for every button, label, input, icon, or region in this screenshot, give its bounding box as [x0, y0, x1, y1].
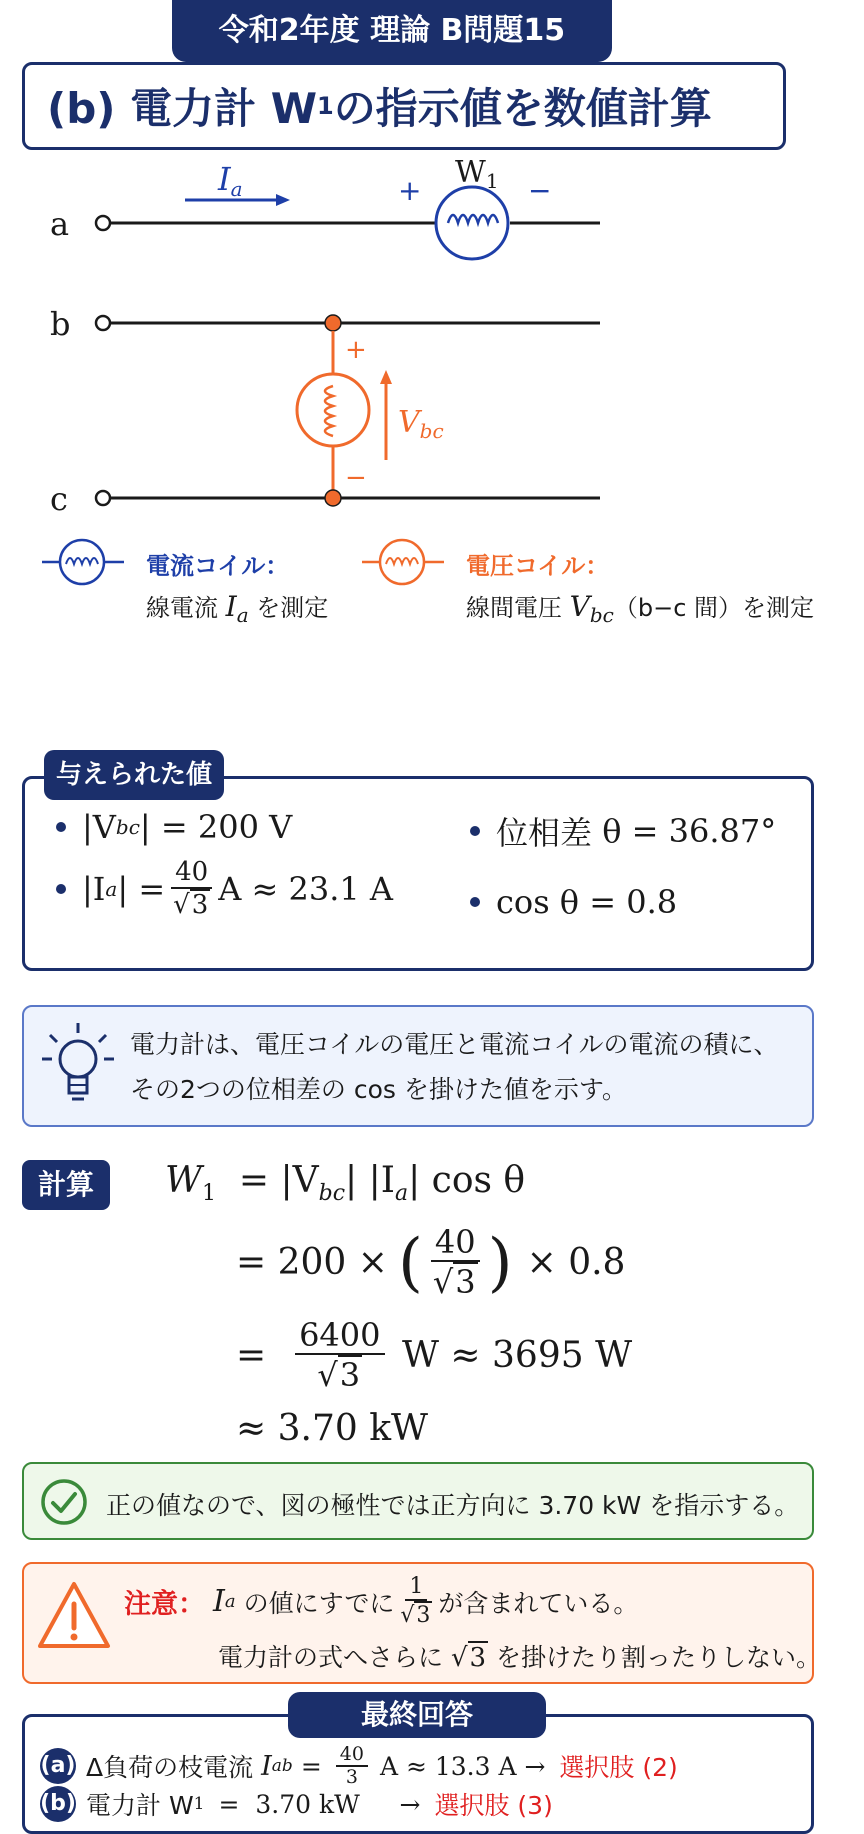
final-answer-b: (b) 電力計 W 1 = 3.70 kW → 選択肢 (3) — [40, 1786, 553, 1822]
legend-current-desc: 線電流 $I_a$ を測定 — [146, 590, 329, 627]
terminal-c — [96, 491, 110, 505]
given-ia: |I a | = 40 √ 3 A ≈ 23.1 A — [56, 858, 393, 920]
page-title — [22, 62, 786, 150]
answer-a-badge: (a) — [40, 1748, 76, 1784]
hint-panel — [22, 1005, 814, 1127]
bullet — [470, 826, 480, 836]
bullet — [470, 897, 480, 907]
hint-line-2: その2つの位相差の cos を掛けた値を示す。 — [130, 1075, 627, 1104]
given-vbc: |V bc | = 200 V — [56, 808, 292, 846]
caution-line-1: 注意： I a の値にすでに 1 √ 3 が含まれている。 — [124, 1574, 639, 1629]
terminal-a — [96, 216, 110, 230]
header-tab: 令和2年度 理論 B問題15 — [172, 0, 612, 62]
terminal-a-label: a — [50, 205, 70, 243]
given-cos: cos θ = 0.8 — [470, 883, 677, 921]
given-phase: 位相差 θ = 36.87° — [470, 808, 776, 854]
terminal-b — [96, 316, 110, 330]
calc-tab: 計算 — [22, 1160, 110, 1210]
hint-line-1: 電力計は、電圧コイルの電圧と電流コイルの電流の積に、 — [130, 1030, 779, 1059]
node-b — [325, 315, 341, 331]
answer-b-badge: (b) — [40, 1786, 76, 1822]
check-circle-icon — [40, 1478, 88, 1526]
title-prefix: (b) 電力計 W — [47, 84, 318, 133]
bullet — [56, 884, 66, 894]
node-c — [325, 490, 341, 506]
calc-line-3: = 6400 √ 3 W ≈ 3695 W — [236, 1316, 633, 1395]
voltage-label: $V_{bc}$ — [398, 405, 444, 443]
result-text: 正の値なので、図の極性では正方向に 3.70 kW を指示する。 — [106, 1491, 800, 1520]
current-coil-minus: − — [528, 174, 552, 207]
wattmeter-label: $W_1$ — [455, 160, 499, 193]
calc-line-2: = 200 × ( 40 √ 3 ) × 0.8 — [236, 1223, 626, 1302]
final-answer-tab: 最終回答 — [288, 1692, 546, 1738]
circuit-diagram — [0, 160, 864, 620]
legend-voltage-desc: 線間電圧 $V_{bc}(b-c$ 間）を測定 — [466, 590, 815, 627]
title-sub: 1 — [317, 92, 334, 120]
calc-line-4: ≈ 3.70 kW — [236, 1408, 429, 1449]
given-values-tab: 与えられた値 — [44, 750, 224, 800]
current-label: Ia — [218, 160, 243, 201]
legend-voltage-title: 電圧コイル： — [466, 552, 610, 580]
legend-current-title: 電流コイル： — [146, 552, 290, 580]
bullet — [56, 822, 66, 832]
current-coil-plus: + — [398, 174, 422, 207]
warning-icon — [36, 1580, 112, 1650]
lightbulb-icon — [38, 1015, 118, 1115]
voltage-arrow-head — [380, 370, 392, 384]
voltage-coil-minus: − — [345, 463, 367, 493]
final-answer-a: (a) Δ負荷の枝電流 I ab = $\frac{40}{3}$ A ≈ 13.3 A → 選択肢 (2) — [40, 1743, 678, 1788]
calc-line-1: $W_1 = |V_{bc}|$ $|I_a|$ cos θ — [165, 1160, 526, 1207]
caution-line-2: 電力計の式へさらに √ 3 を掛けたり割ったりしない。 — [218, 1643, 822, 1673]
terminal-c-label: c — [50, 480, 68, 518]
voltage-coil-plus: + — [345, 335, 367, 365]
title-suffix: の指示値を数値計算 — [333, 84, 712, 133]
terminal-b-label: b — [50, 305, 71, 343]
current-arrow-head — [276, 194, 290, 206]
